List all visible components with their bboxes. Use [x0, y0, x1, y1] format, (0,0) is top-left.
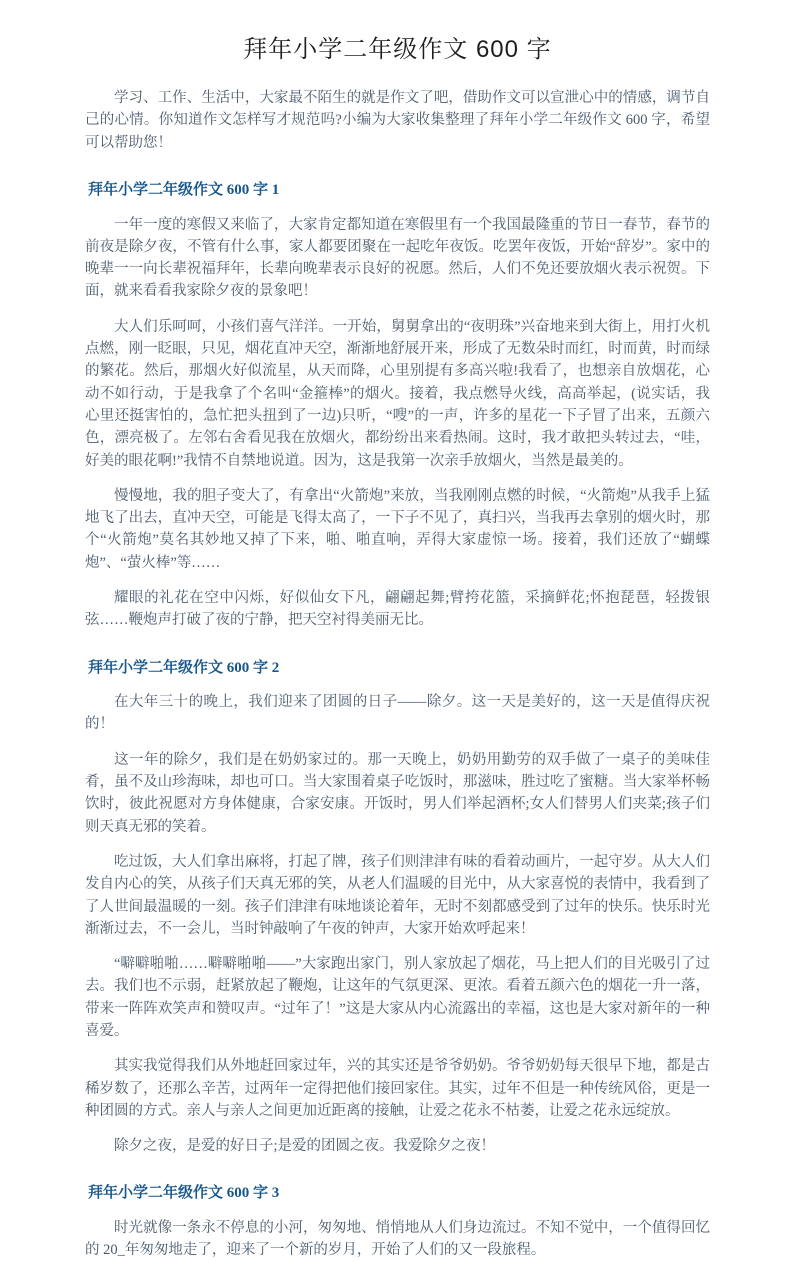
section-2-paragraph-4: “噼噼啪啪……噼噼啪啪——”大家跑出家门，别人家放起了烟花，马上把人们的目光吸引了过去。我们也不示弱，赶紧放起了鞭炮，让这年的气氛更深、更浓。看着五颜六色的烟花一升一落，带来一阵阵欢笑声和赞叹声。“过年了！”这是大家从内心流露出的幸福，这也是大家对新年的一种喜爱。: [85, 956, 710, 1039]
section-1-paragraph-1: 一年一度的寒假又来临了，大家肯定都知道在寒假里有一个我国最隆重的节日一春节，春节的前夜是除夕夜，不管有什么事，家人都要团聚在一起吃年夜饭。吃罢年夜饭，开始“辞岁”。家中的晚辈一一向长辈祝福拜年，长辈向晚辈表示良好的祝愿。然后，人们不免还要放烟火表示祝贺。下面，就来看看我家除夕夜的景象吧！: [85, 216, 710, 300]
section-2-paragraph-3: 吃过饭，大人们拿出麻将，打起了牌，孩子们则津津有味的看着动画片，一起守岁。从大人们发自内心的笑，从孩子们天真无邪的笑，从老人们温暖的目光中，从大家喜悦的表情中，我看到了了人世间最温暖的一刻。孩子们津津有味地谈论着年，无时不刻都感受到了过年的快乐。快乐时光渐渐过去，不一会儿，当时钟敲响了午夜的钟声，大家开始欢呼起来！: [85, 853, 710, 937]
section-2-paragraph-6: 除夕之夜，是爱的好日子;是爱的团圆之夜。我爱除夕之夜！: [114, 1138, 496, 1155]
section-2-heading: 拜年小学二年级作文 600 字 2: [88, 659, 280, 676]
section-3-heading: 拜年小学二年级作文 600 字 3: [88, 1185, 280, 1202]
section-1-paragraph-3: 慢慢地，我的胆子变大了，有拿出“火箭炮”来放，当我刚刚点燃的时候，“火箭炮”从我手上猛地飞了出去，直冲天空，可能是飞得太高了，一下子不见了，真扫兴，当我再去拿别的烟火时，那个“火箭炮”莫名其妙地又掉了下来，啪、啪直响，弄得大家虚惊一场。接着，我们还放了“蝴蝶炮”、“萤火棒”等……: [85, 487, 710, 571]
section-2-paragraph-5: 其实我觉得我们从外地赶回家过年，兴的其实还是爷爷奶奶。爷爷奶奶每天很早下地，都是古稀岁数了，还那么辛苦，过两年一定得把他们接回家住。其实，过年不但是一种传统风俗，更是一种团圆的方式。亲人与亲人之间更加近距离的接触，让爱之花永不枯萎，让爱之花永远绽放。: [85, 1058, 710, 1119]
section-1-paragraph-4: 耀眼的礼花在空中闪烁，好似仙女下凡，翩翩起舞;臂挎花篮，采摘鲜花;怀抱琵琶，轻拨银弦……鞭炮声打破了夜的宁静，把天空衬得美丽无比。: [85, 590, 710, 629]
section-1-paragraph-2: 大人们乐呵呵，小孩们喜气洋洋。一开始，舅舅拿出的“夜明珠”兴奋地来到大街上，用打火机点燃，刚一眨眼，只见，烟花直冲天空，渐渐地舒展开来，形成了无数朵时而红，时而黄，时而绿的繁花。然后，那烟火好似流星，从天而降，心里别提有多高兴啦!我看了，也想亲自放烟花，心动不如行动，于是我拿了个名叫“金箍棒”的烟火。接着，我点燃导火线，高高举起，(说实话，我心里还挺害怕的，急忙把头扭到了一边)只听，“嗖”的一声，许多的星花一下子冒了出来，五颜六色，漂亮极了。左邻右舍看见我在放烟火，都纷纷出来看热闹。这时，我才敢把头转过去，“哇，好美的眼花啊!”我情不自禁地说道。因为，这是我第一次亲手放烟火，当然是最美的。: [85, 318, 710, 469]
section-2-paragraph-2: 这一年的除夕，我们是在奶奶家过的。那一天晚上，奶奶用勤劳的双手做了一桌子的美味佳肴，虽不及山珍海味，却也可口。当大家围着桌子吃饭时，那滋味，胜过吃了蜜糖。当大家举杯畅饮时，彼此祝愿对方身体健康，合家安康。开饭时，男人们举起酒杯;女人们替男人们夹菜;孩子们则天真无邪的笑着。: [85, 751, 710, 835]
section-2-paragraph-1: 在大年三十的晚上，我们迎来了团圆的日子——除夕。这一天是美好的，这一天是值得庆祝的！: [85, 694, 710, 733]
section-3-paragraph-1: 时光就像一条永不停息的小河，匆匆地、悄悄地从人们身边流过。不知不觉中，一个值得回忆的 20_年匆匆地走了，迎来了一个新的岁月，开始了人们的又一段旅程。: [85, 1219, 710, 1259]
intro-paragraph: 学习、工作、生活中，大家最不陌生的就是作文了吧，借助作文可以宣泄心中的情感，调节自己的心情。你知道作文怎样写才规范吗?小编为大家收集整理了拜年小学二年级作文 600 字，希望可以帮助您！: [85, 90, 710, 151]
document-title: 拜年小学二年级作文 600 字: [243, 36, 552, 63]
section-1-heading: 拜年小学二年级作文 600 字 1: [88, 182, 280, 199]
